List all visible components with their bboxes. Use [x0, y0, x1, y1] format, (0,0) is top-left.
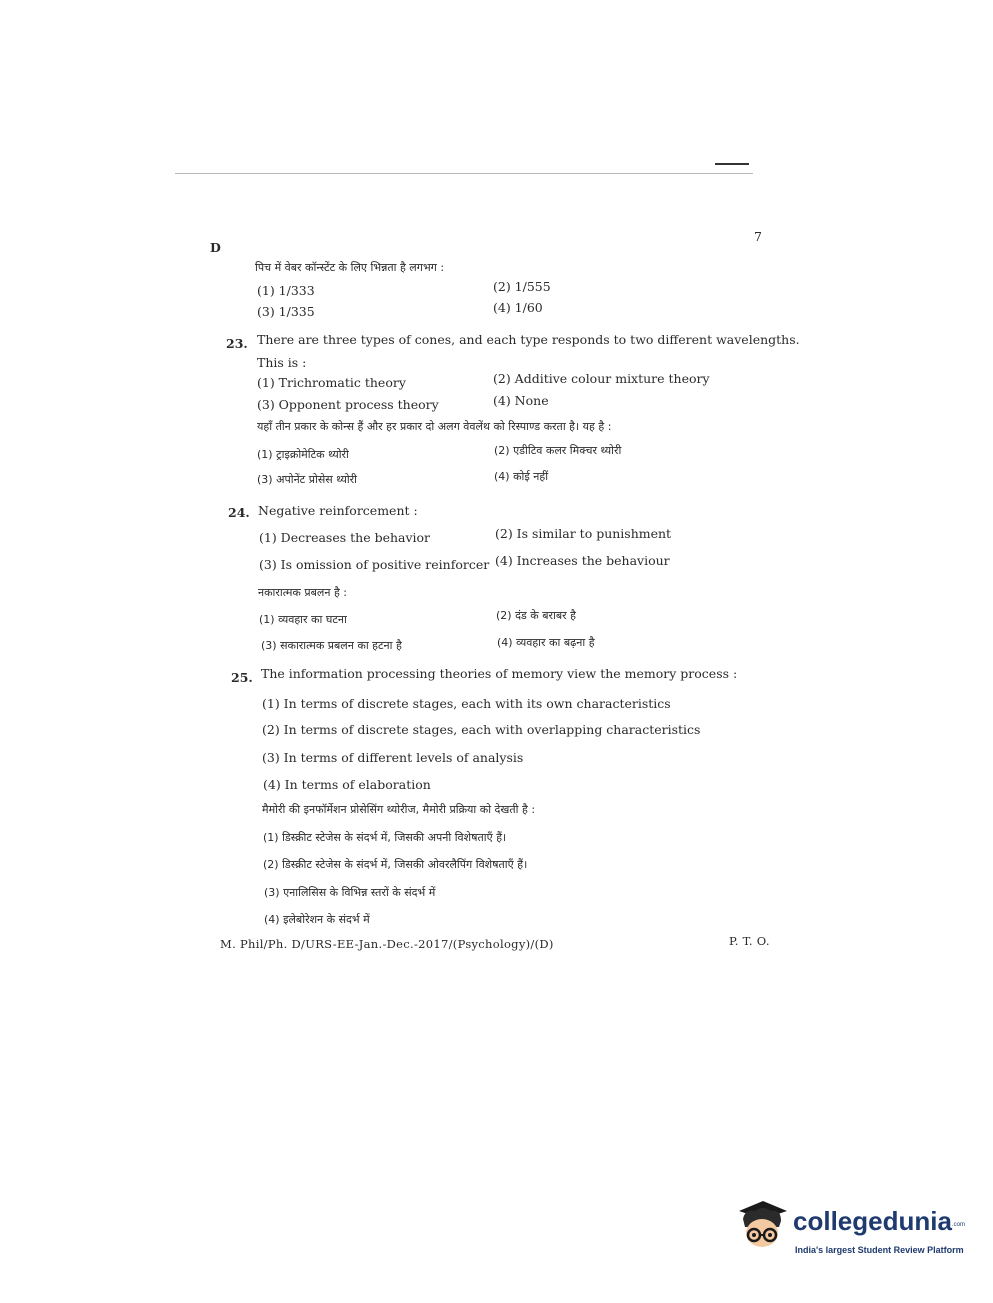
q24-hindi-option-4: (4) व्यवहार का बढ़ना है	[497, 636, 595, 649]
q23-hindi-option-1: (1) ट्राइक्रोमेटिक थ्योरी	[257, 448, 349, 461]
q23-option-3: (3) Opponent process theory	[257, 397, 439, 412]
q24-hindi-option-2: (2) दंड के बराबर है	[496, 609, 576, 622]
q23-hindi-option-4: (4) कोई नहीं	[494, 470, 549, 483]
q24-hindi-option-1: (1) व्यवहार का घटना	[259, 613, 347, 626]
q23-option-4: (4) None	[493, 393, 549, 408]
q25-hindi-option-2: (2) डिस्क्रीट स्टेजेस के संदर्भ में, जिसकी ओवरलैपिंग विशेषताएँ हैं।	[263, 858, 528, 871]
q25-hindi-option-4: (4) इलेबोरेशन के संदर्भ में	[264, 913, 370, 926]
q23-hindi-question: यहाँ तीन प्रकार के कोन्स हैं और हर प्रकार दो अलग वेवलेंथ को रिस्पाण्ड करता है। यह है :	[257, 420, 612, 433]
page-number: 7	[754, 229, 762, 244]
q23-hindi-option-2: (2) एडीटिव कलर मिक्चर थ्योरी	[494, 444, 622, 457]
collegedunia-mascot-icon	[733, 1197, 791, 1257]
q24-number: 24.	[228, 505, 250, 520]
logo-com: .com	[952, 1222, 966, 1228]
q24-option-3: (3) Is omission of positive reinforcer	[259, 557, 490, 572]
set-letter: D	[210, 240, 221, 255]
q23-question: There are three types of cones, and each type responds to two different wavelengths.	[257, 332, 800, 347]
q24-hindi-option-3: (3) सकारात्मक प्रबलन का हटना है	[261, 639, 402, 652]
footer-code: M. Phil/Ph. D/URS-EE-Jan.-Dec.-2017/(Psychology)/(D)	[220, 937, 554, 951]
q24-option-4: (4) Increases the behaviour	[495, 553, 670, 568]
q24-option-2: (2) Is similar to punishment	[495, 526, 672, 541]
q25-question: The information processing theories of memory view the memory process :	[261, 666, 738, 681]
q25-hindi-option-3: (3) एनालिसिस के विभिन्न स्तरों के संदर्भ में	[264, 886, 436, 899]
q25-hindi-question: मैमोरी की इनफॉर्मेशन प्रोसेसिंग थ्योरीज, मैमोरी प्रक्रिया को देखती है :	[262, 803, 536, 816]
q23-hindi-option-3: (3) अपोनेंट प्रोसेस थ्योरी	[257, 473, 358, 486]
q25-option-4: (4) In terms of elaboration	[263, 777, 431, 792]
q23-number: 23.	[226, 336, 248, 351]
top-rule	[175, 173, 753, 174]
q25-option-3: (3) In terms of different levels of analysis	[262, 750, 524, 765]
q23-option-1: (1) Trichromatic theory	[257, 375, 406, 390]
q25-option-1: (1) In terms of discrete stages, each with its own characteristics	[262, 696, 671, 711]
q22-option-1: (1) 1/333	[257, 283, 315, 298]
q22-hindi-question: पिच में वेबर कॉन्स्टेंट के लिए भिन्नता है लगभग :	[255, 261, 445, 274]
q25-option-2: (2) In terms of discrete stages, each with overlapping characteristics	[262, 722, 701, 737]
q22-option-2: (2) 1/555	[493, 279, 551, 294]
q22-option-3: (3) 1/335	[257, 304, 315, 319]
q23-option-2: (2) Additive colour mixture theory	[493, 371, 710, 386]
q25-hindi-option-1: (1) डिस्क्रीट स्टेजेस के संदर्भ में, जिसकी अपनी विशेषताएँ हैं।	[263, 831, 507, 844]
q25-number: 25.	[231, 670, 253, 685]
q24-hindi-question: नकारात्मक प्रबलन है :	[258, 586, 348, 599]
q23-question-line2: This is :	[257, 355, 307, 370]
top-dash	[715, 163, 749, 165]
logo-wordmark: collegedunia	[793, 1206, 952, 1236]
footer-pto: P. T. O.	[729, 934, 770, 948]
q22-option-4: (4) 1/60	[493, 300, 543, 315]
q24-question: Negative reinforcement :	[258, 503, 418, 518]
logo-tagline: India's largest Student Review Platform	[795, 1245, 964, 1255]
q24-option-1: (1) Decreases the behavior	[259, 530, 431, 545]
